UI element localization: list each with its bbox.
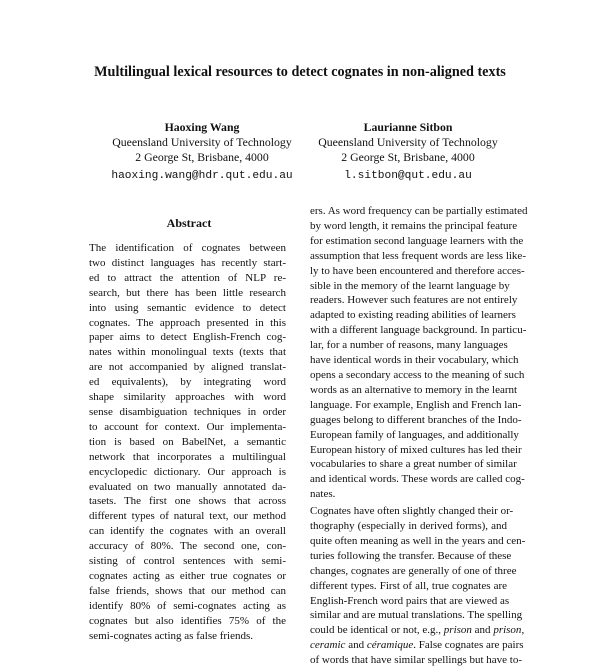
text-line: guages belong to different branches of the Indo-	[310, 413, 522, 426]
text-line: for estimation second language learners with the	[310, 234, 524, 247]
text-line: identify 80% of semi-cognates acting as	[89, 599, 286, 612]
author-affiliation: Queensland University of Technology	[318, 135, 498, 150]
text-line: two distinct languages has recently start-	[89, 256, 286, 269]
text-line: paper aims to detect English-French cog-	[89, 331, 286, 344]
text-line: shape similarity approaches with word	[89, 391, 286, 404]
text-line: by word length, it remains the principal feature	[310, 219, 518, 232]
text-line: semi-cognates acting as false friends.	[89, 629, 254, 642]
author-affiliation: Queensland University of Technology	[112, 135, 292, 150]
text-line: nates.	[310, 488, 336, 501]
text-line: and identical words. These words are called cog-	[310, 473, 525, 486]
abstract-paragraph	[89, 241, 286, 643]
text-line: vocabularies to share a great number of similar	[310, 458, 517, 471]
text-line: search, but there has been little research	[89, 286, 286, 299]
author-address: 2 George St, Brisbane, 4000	[341, 150, 475, 165]
text-line: cognates but also identifies 75% of the	[89, 614, 286, 627]
text-line: are not accompanied by aligned translat-	[89, 361, 286, 374]
text-line: quite often meaning as well in the years and cen-	[310, 534, 526, 547]
text-line: different types. First of all, true cognates are	[310, 579, 507, 592]
text-line: evaluated on two manually annotated da-	[89, 480, 286, 493]
text-line: sisting of control sentences with semi-	[89, 555, 286, 568]
text-line: ceramic and céramique. False cognates are pairs	[310, 639, 524, 652]
text-line: adapted to existing reading abilities of learners	[310, 309, 516, 322]
text-line: tion is based on BabelNet, a semantic	[89, 435, 286, 448]
text-line: The identification of cognates between	[89, 242, 286, 254]
text-line: false friends, shows that our method can	[89, 584, 286, 597]
right-column	[310, 204, 528, 668]
text-line: readers. However such features are not entirely	[310, 294, 518, 307]
author-name: Haoxing Wang	[164, 120, 240, 134]
text-line: similar and are mutual translations. The spelling	[310, 609, 523, 622]
text-line: into using semantic evidence to detect	[89, 301, 286, 314]
text-line: lar, for a number of reasons, many languages	[310, 339, 508, 352]
text-line: of words that have similar spellings but have to-	[310, 654, 523, 667]
author-name: Laurianne Sitbon	[363, 120, 453, 134]
author-block-1	[82, 120, 322, 184]
author-address: 2 George St, Brisbane, 4000	[135, 150, 269, 165]
text-line: can identify the cognates with an overall	[89, 525, 286, 538]
text-line: turies following the transfer. Because of these	[310, 549, 512, 562]
text-line: European family of languages, and additionally	[310, 428, 519, 441]
text-line: Cognates have often slightly changed their or-	[310, 505, 514, 518]
text-line: changes, cognates are generally of one of three	[310, 564, 517, 577]
text-line: ly to have been encountered and therefore acces-	[310, 264, 525, 277]
body-paragraph-2	[310, 504, 526, 668]
text-line: assumption that less frequent words are less like-	[310, 249, 526, 262]
text-line: ed to attract the attention of NLP re-	[89, 271, 286, 284]
paper-title: Multilingual lexical resources to detect cognates in non-aligned texts	[94, 64, 506, 80]
text-line: have identical words in their vocabulary, which	[310, 354, 519, 367]
text-line: tasets. The first one shows that across	[89, 495, 286, 508]
text-line: opens a secondary access to the meaning of such	[310, 368, 525, 381]
abstract-heading: Abstract	[166, 216, 212, 230]
text-line: different types of natural text, our method	[89, 510, 286, 523]
text-line: language. For example, English and French lan-	[310, 398, 522, 411]
text-line: to account for context. Our implementa-	[89, 420, 286, 433]
text-line: cognates. The approach presented in this	[89, 316, 286, 329]
text-line: cognates acting as either true cognates or	[89, 569, 286, 582]
text-line: English-French word pairs that are viewed as	[310, 594, 510, 607]
author-email: haoxing.wang@hdr.qut.edu.au	[111, 169, 293, 182]
text-line: ed equivalents), by integrating word	[89, 376, 286, 389]
text-line: words as an alternative to memory in the learnt	[310, 383, 518, 396]
text-line: thography (especially in derived forms), and	[310, 520, 507, 533]
text-line: sense disambiguation techniques in order	[89, 405, 286, 418]
text-line: nates within monolingual texts (texts that	[89, 346, 286, 359]
text-line: network that incorporates a multilingual	[89, 450, 286, 463]
text-line: accuracy of 80%. The second one, con-	[89, 540, 286, 553]
body-paragraph-1	[310, 204, 528, 502]
text-line: could be identical or not, e.g., prison and prison,	[310, 624, 525, 637]
text-line: with a different language background. In particu-	[310, 324, 527, 337]
text-line: encyclopedic dictionary. Our approach is	[89, 465, 286, 478]
author-block-2	[288, 120, 528, 184]
text-line: ers. As word frequency can be partially estimated	[310, 205, 528, 217]
abstract-body	[89, 241, 286, 643]
text-line: European history of mixed cultures has led their	[310, 443, 522, 456]
text-line: sible in the memory of the learnt language by	[310, 279, 510, 292]
author-email: l.sitbon@qut.edu.au	[344, 169, 472, 182]
